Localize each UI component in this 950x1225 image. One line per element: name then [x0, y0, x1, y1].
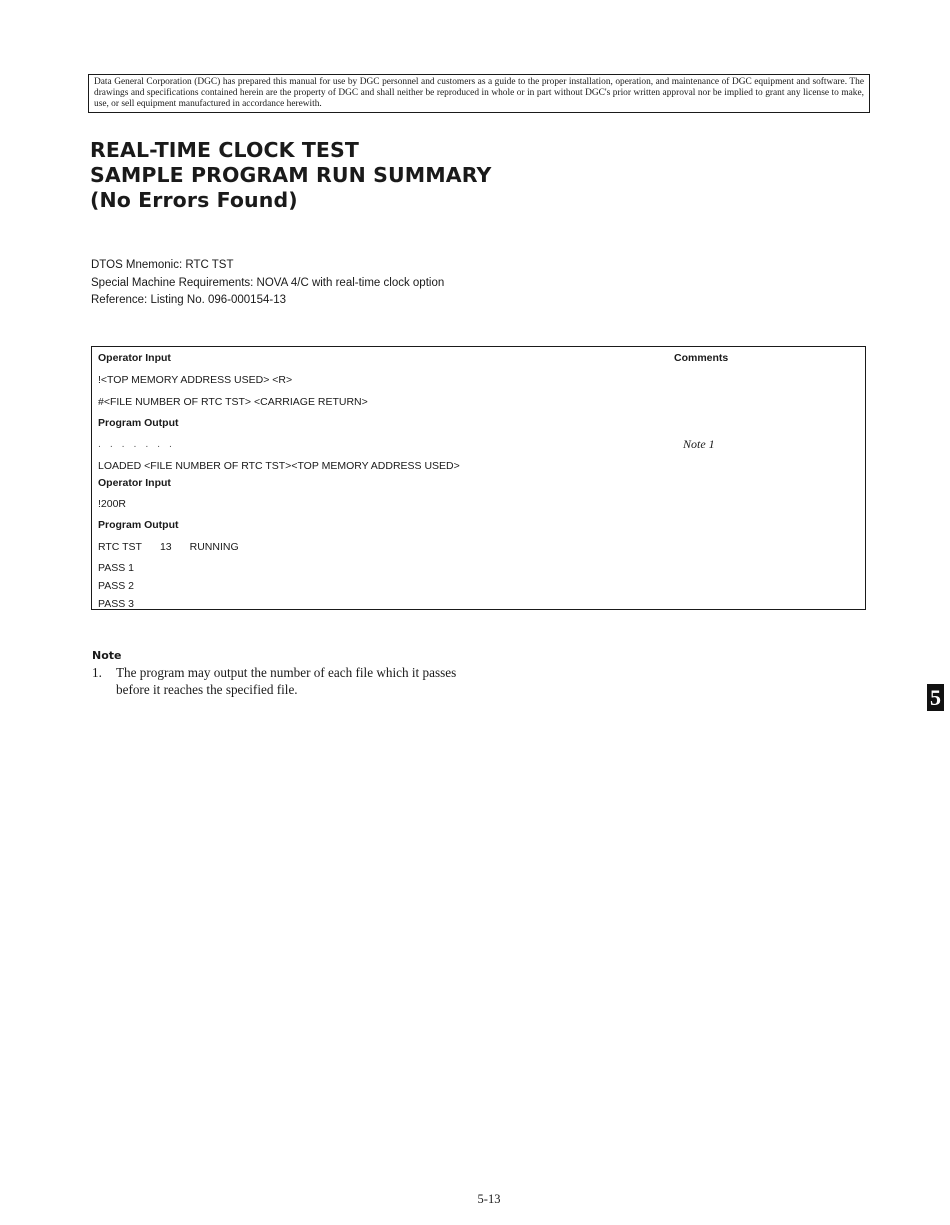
- program-run-table: [91, 346, 866, 610]
- copyright-notice: Data General Corporation (DGC) has prepared this manual for use by DGC personnel and customers as a guide to the proper installation, operation, and maintenance of DGC equipment and software. The drawings and specifications contained herein are the property of DGC and shall neither be reproduced in whole or in part without DGC's prior written approval nor be implied to grant any license to make, use, or sell equipment manufactured in accordance herewith.: [88, 74, 870, 113]
- loaded-row: LOADED <FILE NUMBER OF RTC TST><TOP MEMORY ADDRESS USED>: [98, 460, 460, 472]
- pass-1-row: PASS 1: [98, 562, 134, 574]
- output-dots: . . . . . . .: [98, 438, 175, 450]
- pass-2-row: PASS 2: [98, 580, 134, 592]
- chapter-tab: 5: [927, 684, 944, 711]
- operator-input-header-2: Operator Input: [98, 477, 171, 489]
- running-test-number: 13: [159, 541, 172, 553]
- title-line-1: REAL-TIME CLOCK TEST: [90, 138, 359, 162]
- page-number: 5-13: [477, 1192, 501, 1206]
- input-top-memory-row: !<TOP MEMORY ADDRESS USED> <R>: [98, 374, 293, 386]
- running-row: [98, 541, 239, 553]
- running-test-name: RTC TST: [98, 541, 142, 553]
- mnemonic-line: DTOS Mnemonic: RTC TST: [91, 259, 234, 271]
- note-1-reference: Note 1: [683, 437, 715, 451]
- reference-line: Reference: Listing No. 096-000154-13: [91, 294, 286, 306]
- title-line-2: SAMPLE PROGRAM RUN SUMMARY: [90, 163, 492, 187]
- operator-input-header: Operator Input: [98, 352, 171, 364]
- input-200r-row: !200R: [98, 498, 127, 510]
- note-item-text: The program may output the number of each file which it passes before it reaches the specified file.: [116, 665, 457, 697]
- notes-heading: Note: [92, 649, 122, 662]
- note-item-number: 1.: [92, 665, 102, 680]
- input-file-number-row: #<FILE NUMBER OF RTC TST> <CARRIAGE RETURN>: [98, 396, 368, 408]
- page-title: [90, 138, 491, 213]
- program-output-header: Program Output: [98, 417, 179, 429]
- requirements-line: Special Machine Requirements: NOVA 4/C with real-time clock option: [91, 276, 445, 289]
- note-item: [92, 664, 466, 698]
- notes-section: [92, 647, 466, 698]
- test-metadata: [91, 257, 444, 310]
- comments-header: Comments: [674, 352, 729, 364]
- running-status: RUNNING: [189, 541, 239, 553]
- program-output-header-2: Program Output: [98, 519, 179, 531]
- pass-3-row: PASS 3: [98, 598, 134, 610]
- title-line-3: (No Errors Found): [90, 188, 298, 212]
